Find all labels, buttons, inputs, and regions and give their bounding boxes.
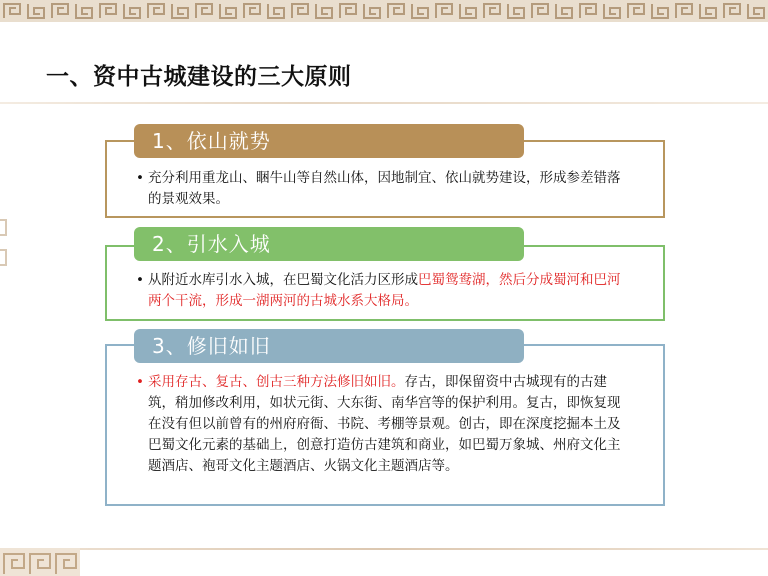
title-divider xyxy=(0,102,768,104)
corner-fret-icon xyxy=(0,540,80,576)
section-1-header: 1、依山就势 xyxy=(134,124,524,158)
side-ornament-icon xyxy=(0,215,10,285)
section-3-text: 存古，即保留资中古城现有的古建筑，稍加修改利用，如状元街、大东街、南华宫等的保护利用。复古，即恢复现在没有但以前曾有的州府府衙、书院、考棚等景观。创古，即在深度挖掘本土及巴蜀文化元素的基础上，创意打造仿古建筑和商业，如巴蜀万象城、州府文化主题酒店、袍哥文化主题酒店、火锅文化主题酒店等。 xyxy=(148,374,621,474)
section-3-content xyxy=(136,372,623,477)
bullet-icon: • xyxy=(136,272,144,288)
section-1-content xyxy=(136,168,623,210)
bottom-divider xyxy=(0,548,768,550)
section-3-highlight: 采用存古、复古、创古三种方法修旧如旧。 xyxy=(148,374,405,390)
section-2-text: 从附近水库引水入城，在巴蜀文化活力区形成 xyxy=(148,272,418,288)
slide-title: 一、资中古城建设的三大原则 xyxy=(46,64,352,90)
section-3-header: 3、修旧如旧 xyxy=(134,329,524,363)
section-2-highlight: 巴蜀鸳鸯湖，然后分成蜀河和巴河两个干流，形成一湖两河的古城水系大格局。 xyxy=(148,272,621,309)
bullet-icon: • xyxy=(136,374,144,390)
fret-pattern-icon xyxy=(0,0,768,22)
top-decorative-border xyxy=(0,0,768,22)
bullet-icon: • xyxy=(136,170,144,186)
section-2-header: 2、引水入城 xyxy=(134,227,524,261)
section-1-text: 充分利用重龙山、睏牛山等自然山体，因地制宜、依山就势建设，形成参差错落的景观效果。 xyxy=(148,170,621,207)
section-2-content xyxy=(136,270,623,312)
